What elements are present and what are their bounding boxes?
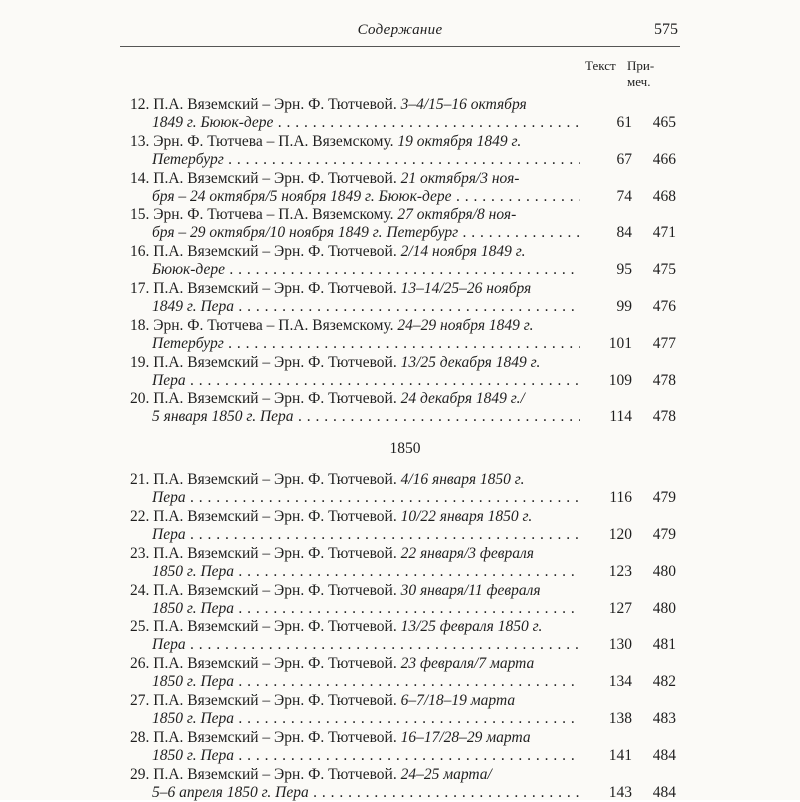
entry-text-page: 74 xyxy=(616,187,632,205)
entry-line-2: Пера . . . xyxy=(152,372,580,390)
entry-date: 21 октября/3 ноя- xyxy=(400,169,520,187)
contents-entry xyxy=(130,729,680,766)
entry-notes-page: 479 xyxy=(652,525,676,543)
entry-line-2: бря – 29 октября/10 ноября 1849 г. Петербург . . . xyxy=(152,224,580,242)
entry-text-page: 116 xyxy=(609,489,632,507)
entry-line-2: Петербург . . . xyxy=(152,151,580,169)
entry-correspondents: П.А. Вяземский – Эрн. Ф. Тютчевой. xyxy=(153,507,401,525)
entry-line-2: 1849 г. Бююк-дере . . . xyxy=(152,114,580,132)
entry-notes-page: 468 xyxy=(652,187,676,205)
entry-line-2: Бююк-дере . . . xyxy=(152,261,580,279)
entry-line-1 xyxy=(130,206,516,224)
entry-notes-page: 484 xyxy=(652,783,676,801)
entries-1850 xyxy=(130,471,680,802)
entry-line-2: 1850 г. Пера . . . xyxy=(152,563,580,581)
entry-line-2: 1850 г. Пера . . . xyxy=(152,673,580,691)
entry-text-page: 127 xyxy=(608,599,632,617)
entry-correspondents: П.А. Вяземский – Эрн. Ф. Тютчевой. xyxy=(153,728,401,746)
entry-number: 12. xyxy=(130,96,150,113)
entry-date: 24 декабря 1849 г./ xyxy=(400,390,525,408)
entry-text-page: 114 xyxy=(609,408,632,426)
entry-text-page: 84 xyxy=(616,224,632,242)
entry-notes-page: 479 xyxy=(652,489,676,507)
running-header xyxy=(120,12,680,47)
contents-entry xyxy=(130,206,680,243)
entry-line-1 xyxy=(130,354,540,372)
entry-notes-page: 482 xyxy=(652,673,676,691)
entry-number: 26. xyxy=(130,655,150,673)
entry-correspondents: П.А. Вяземский – Эрн. Ф. Тютчевой. xyxy=(153,390,401,408)
entry-number: 28. xyxy=(130,728,150,746)
contents-entry xyxy=(130,692,680,729)
entry-date: 13/25 февраля 1850 г. xyxy=(400,618,543,636)
entry-line-1 xyxy=(130,96,527,114)
entry-text-page: 123 xyxy=(608,562,632,580)
entry-line-1 xyxy=(130,280,531,298)
entry-line-2: Петербург . . . xyxy=(152,335,580,353)
entry-date: 10/22 января 1850 г. xyxy=(400,507,533,525)
entry-number: 23. xyxy=(130,544,150,562)
entry-line-1 xyxy=(130,729,531,747)
entry-text-page: 67 xyxy=(616,150,632,168)
entry-line-2: 5 января 1850 г. Пера . . . xyxy=(152,408,580,426)
column-heading-notes: При- меч. xyxy=(627,58,655,89)
entry-correspondents: П.А. Вяземский – Эрн. Ф. Тютчевой. xyxy=(153,471,401,489)
entry-notes-page: 476 xyxy=(652,297,676,315)
entry-date: 27 октября/8 ноя- xyxy=(397,206,517,224)
entry-correspondents: Эрн. Ф. Тютчева – П.А. Вяземскому. xyxy=(153,206,398,224)
entry-text-page: 134 xyxy=(608,673,632,691)
entry-date: 16–17/28–29 марта xyxy=(400,728,531,746)
entry-date: 2/14 ноября 1849 г. xyxy=(400,243,526,261)
entry-number: 19. xyxy=(130,353,150,371)
contents-entry xyxy=(130,133,680,170)
entry-number: 13. xyxy=(130,132,150,150)
entry-notes-page: 483 xyxy=(652,709,676,727)
entry-date: 24–29 ноября 1849 г. xyxy=(397,316,534,334)
entry-notes-page: 475 xyxy=(652,261,676,279)
contents-entry xyxy=(130,471,680,508)
entry-line-2: 1849 г. Пера . . . xyxy=(152,298,580,316)
entry-correspondents: Эрн. Ф. Тютчева – П.А. Вяземскому. xyxy=(153,316,398,334)
entry-number: 17. xyxy=(130,279,150,297)
entry-line-2: Пера . . . xyxy=(152,489,580,507)
entry-number: 24. xyxy=(130,581,150,599)
entry-notes-page: 478 xyxy=(652,371,676,389)
entry-line-2: 5–6 апреля 1850 г. Пера . . . xyxy=(152,784,580,802)
entry-notes-page: 465 xyxy=(652,114,676,131)
contents-entry xyxy=(130,582,680,619)
entry-correspondents: П.А. Вяземский – Эрн. Ф. Тютчевой. xyxy=(153,96,401,113)
entry-line-1 xyxy=(130,692,515,710)
entry-line-1 xyxy=(130,582,541,600)
entry-date: 3–4/15–16 октября xyxy=(400,96,527,113)
entry-date: 23 февраля/7 марта xyxy=(400,655,535,673)
entry-correspondents: П.А. Вяземский – Эрн. Ф. Тютчевой. xyxy=(153,618,401,636)
entry-text-page: 143 xyxy=(608,783,632,801)
entry-line-2: 1850 г. Пера . . . xyxy=(152,600,580,618)
entry-number: 16. xyxy=(130,243,150,261)
entry-notes-page: 477 xyxy=(652,334,676,352)
entry-correspondents: П.А. Вяземский – Эрн. Ф. Тютчевой. xyxy=(153,765,401,783)
contents-entry xyxy=(130,96,680,133)
entry-text-page: 109 xyxy=(608,371,632,389)
entry-correspondents: П.А. Вяземский – Эрн. Ф. Тютчевой. xyxy=(153,279,401,297)
entry-line-2: бря – 24 октября/5 ноября 1849 г. Бююк-дере . . . xyxy=(152,188,580,206)
entry-text-page: 61 xyxy=(616,114,632,131)
entry-line-1 xyxy=(130,243,525,261)
contents-entry xyxy=(130,317,680,354)
header-title: Содержание xyxy=(357,22,443,38)
entry-line-1 xyxy=(130,545,534,563)
entry-text-page: 130 xyxy=(608,636,632,654)
contents-list xyxy=(130,96,680,802)
contents-entry xyxy=(130,655,680,692)
entry-number: 18. xyxy=(130,316,150,334)
entry-line-1 xyxy=(130,133,521,151)
entry-line-1 xyxy=(130,508,532,526)
entry-date: 13/25 декабря 1849 г. xyxy=(400,353,541,371)
entry-line-1 xyxy=(130,655,534,673)
entry-text-page: 99 xyxy=(616,297,632,315)
entry-notes-page: 484 xyxy=(652,746,676,764)
entry-notes-page: 466 xyxy=(652,150,676,168)
entry-text-page: 141 xyxy=(608,746,632,764)
entry-date: 13–14/25–26 ноября xyxy=(400,279,532,297)
entry-correspondents: П.А. Вяземский – Эрн. Ф. Тютчевой. xyxy=(153,243,401,261)
column-headings xyxy=(583,58,683,98)
entry-number: 27. xyxy=(130,691,150,709)
entry-line-1 xyxy=(130,618,542,636)
contents-entry xyxy=(130,618,680,655)
entry-line-2: 1850 г. Пера . . . xyxy=(152,747,580,765)
entry-date: 30 января/11 февраля xyxy=(400,581,541,599)
page-number: 575 xyxy=(654,21,678,38)
entry-line-2: Пера . . . xyxy=(152,636,580,654)
entry-correspondents: П.А. Вяземский – Эрн. Ф. Тютчевой. xyxy=(153,691,401,709)
contents-entry xyxy=(130,354,680,391)
entry-date: 19 октября 1849 г. xyxy=(397,132,522,150)
contents-entry xyxy=(130,280,680,317)
entry-number: 21. xyxy=(130,471,150,489)
entry-correspondents: П.А. Вяземский – Эрн. Ф. Тютчевой. xyxy=(153,169,401,187)
entry-date: 24–25 марта/ xyxy=(400,765,492,783)
entry-number: 20. xyxy=(130,390,150,408)
entry-date: 22 января/3 февраля xyxy=(400,544,534,562)
entry-text-page: 101 xyxy=(608,334,632,352)
contents-entry xyxy=(130,545,680,582)
contents-entry xyxy=(130,243,680,280)
entry-line-1 xyxy=(130,317,534,335)
entry-date: 4/16 января 1850 г. xyxy=(400,471,525,489)
contents-entry xyxy=(130,508,680,545)
entry-text-page: 95 xyxy=(616,261,632,279)
entry-correspondents: П.А. Вяземский – Эрн. Ф. Тютчевой. xyxy=(153,581,401,599)
entry-line-1 xyxy=(130,390,525,408)
entries-1849 xyxy=(130,96,680,427)
entry-line-1 xyxy=(130,471,525,489)
entry-text-page: 120 xyxy=(608,525,632,543)
entry-correspondents: П.А. Вяземский – Эрн. Ф. Тютчевой. xyxy=(153,544,401,562)
entry-number: 22. xyxy=(130,507,150,525)
entry-number: 15. xyxy=(130,206,150,224)
column-heading-text: Текст xyxy=(585,58,616,73)
contents-entry xyxy=(130,390,680,427)
entry-line-1 xyxy=(130,170,519,188)
entry-notes-page: 478 xyxy=(652,408,676,426)
entry-number: 14. xyxy=(130,169,150,187)
entry-correspondents: П.А. Вяземский – Эрн. Ф. Тютчевой. xyxy=(153,353,401,371)
entry-line-1 xyxy=(130,766,492,784)
entry-text-page: 138 xyxy=(608,709,632,727)
entry-line-2: 1850 г. Пера . . . xyxy=(152,710,580,728)
entry-number: 29. xyxy=(130,765,150,783)
entry-notes-page: 471 xyxy=(652,224,676,242)
contents-entry xyxy=(130,766,680,802)
year-heading: 1850 xyxy=(389,440,421,458)
contents-entry xyxy=(130,170,680,207)
entry-notes-page: 481 xyxy=(652,636,676,654)
entry-correspondents: Эрн. Ф. Тютчева – П.А. Вяземскому. xyxy=(153,132,398,150)
entry-notes-page: 480 xyxy=(652,599,676,617)
entry-notes-page: 480 xyxy=(652,562,676,580)
entry-line-2: Пера . . . xyxy=(152,526,580,544)
entry-correspondents: П.А. Вяземский – Эрн. Ф. Тютчевой. xyxy=(153,655,401,673)
entry-number: 25. xyxy=(130,618,150,636)
entry-date: 6–7/18–19 марта xyxy=(400,691,516,709)
